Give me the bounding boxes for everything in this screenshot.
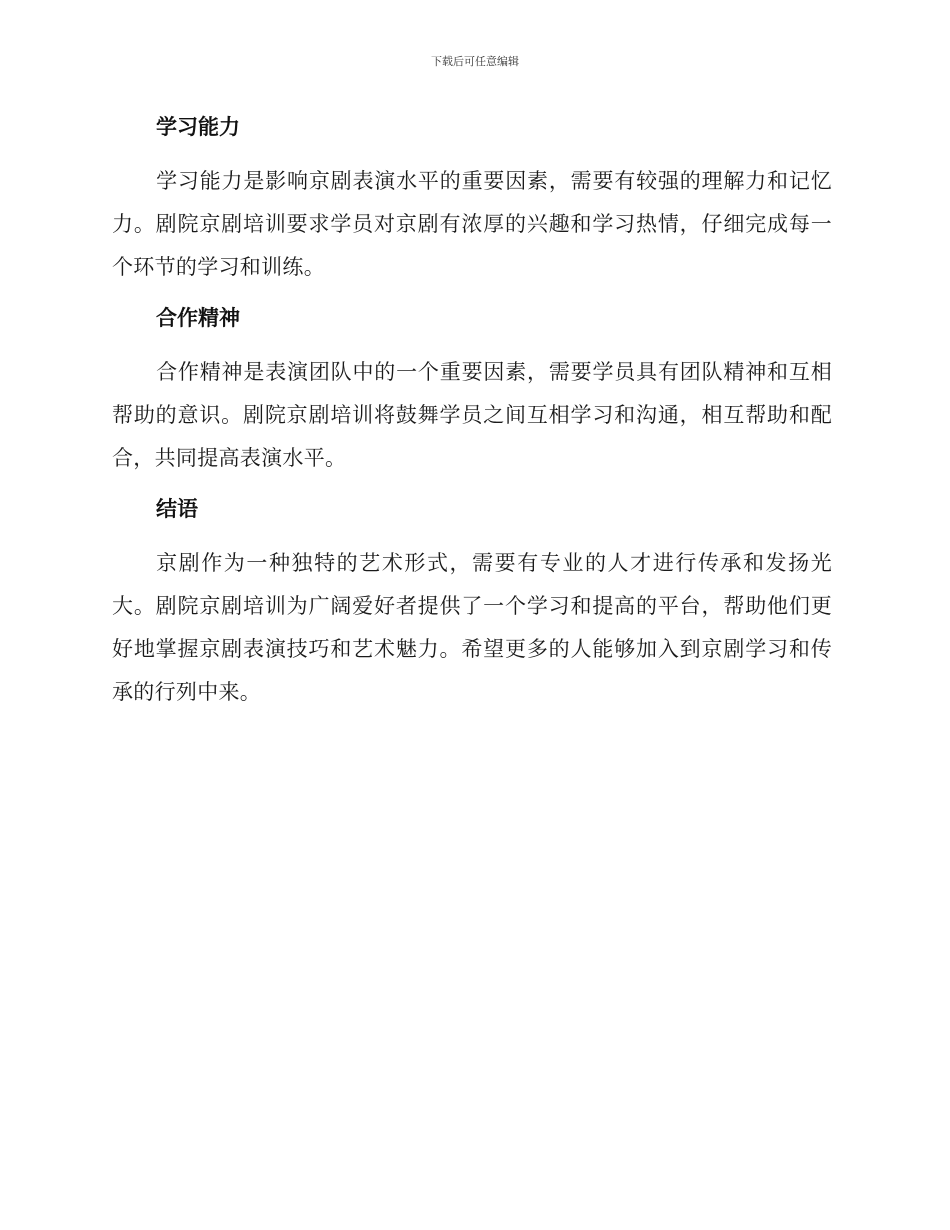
document-body <box>112 108 832 724</box>
section-heading: 结语 <box>156 497 198 521</box>
section-heading: 合作精神 <box>156 306 240 330</box>
section-learning-ability <box>112 108 832 289</box>
section-conclusion <box>112 490 832 714</box>
section-teamwork <box>112 299 832 480</box>
page-header-note: 下载后可任意编辑 <box>431 55 519 68</box>
section-paragraph: 京剧作为一种独特的艺术形式，需要有专业的人才进行传承和发扬光大。剧院京剧培训为广阔爱好者提供了一个学习和提高的平台，帮助他们更好地掌握京剧表演技巧和艺术魅力。希望更多的人能够加入到京剧学习和传承的行列中来。 <box>112 551 832 704</box>
section-heading: 学习能力 <box>156 115 240 139</box>
section-paragraph: 学习能力是影响京剧表演水平的重要因素，需要有较强的理解力和记忆力。剧院京剧培训要求学员对京剧有浓厚的兴趣和学习热情，仔细完成每一个环节的学习和训练。 <box>112 169 832 279</box>
section-paragraph: 合作精神是表演团队中的一个重要因素，需要学员具有团队精神和互相帮助的意识。剧院京剧培训将鼓舞学员之间互相学习和沟通，相互帮助和配合，共同提高表演水平。 <box>112 360 832 470</box>
